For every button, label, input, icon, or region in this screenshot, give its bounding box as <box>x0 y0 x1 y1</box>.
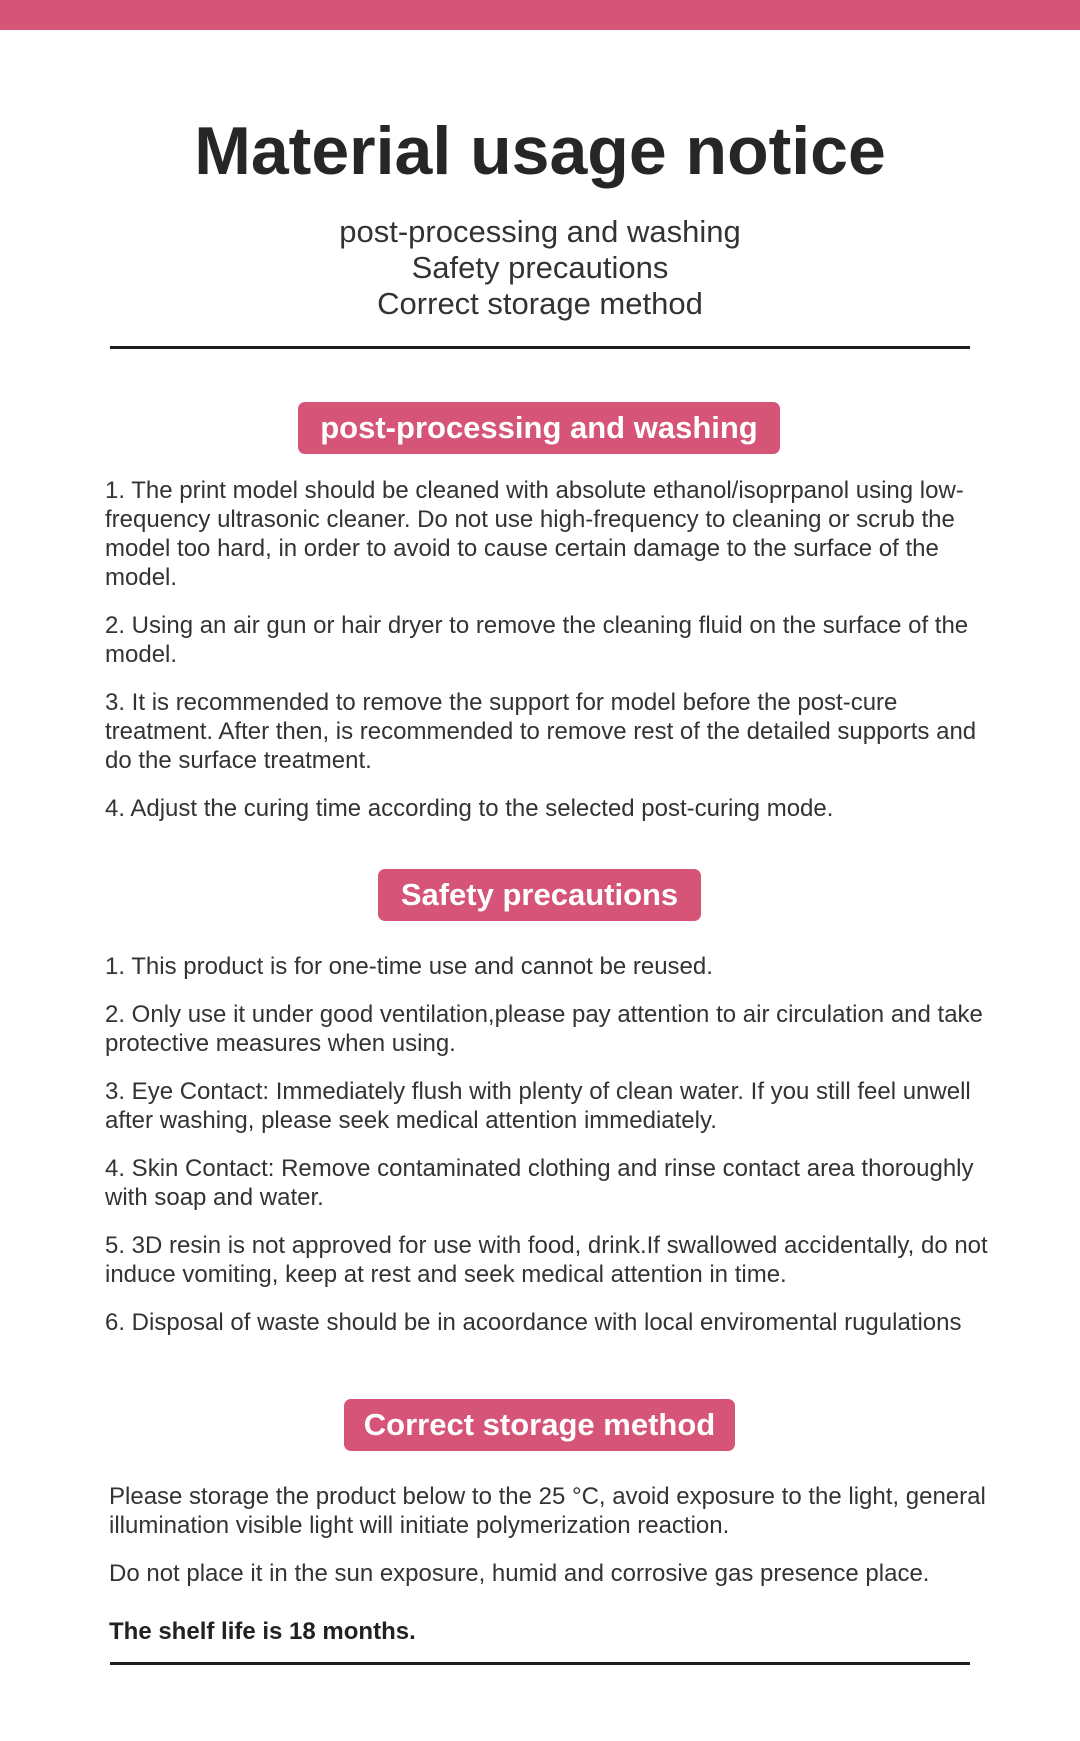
post-processing-item: 3. It is recommended to remove the support for model before the post-cure treatment. After then, is recommended to remove rest of the detailed supports and do the surface treatment. <box>105 689 977 774</box>
safety-item: 2. Only use it under good ventilation,please pay attention to air circulation and take protective measures when using. <box>105 1001 983 1057</box>
top-accent-bar <box>0 0 1080 30</box>
post-processing-item: 1. The print model should be cleaned with absolute ethanol/isoprpanol using low-frequency ultrasonic cleaner. Do not use high-frequency to cleaning or scrub the model too hard, in order to avoid to cause certain damage to the surface of the model. <box>105 477 964 591</box>
subtitle-list <box>0 214 1080 322</box>
safety-item: 4. Skin Contact: Remove contaminated clothing and rinse contact area thoroughly with soap and water. <box>105 1155 974 1211</box>
storage-item: Please storage the product below to the 25 °C, avoid exposure to the light, general illumination visible light will initiate polymerization reaction. <box>109 1483 986 1539</box>
post-processing-item: 2. Using an air gun or hair dryer to remove the cleaning fluid on the surface of the model. <box>105 612 969 668</box>
storage-item: Do not place it in the sun exposure, humid and corrosive gas presence place. <box>109 1560 930 1587</box>
safety-item: 3. Eye Contact: Immediately flush with plenty of clean water. If you still feel unwell after washing, please seek medical attention immediately. <box>105 1078 971 1134</box>
page-title: Material usage notice <box>194 113 886 189</box>
safety-item: 1. This product is for one-time use and cannot be reused. <box>105 953 713 980</box>
header-divider <box>110 346 970 349</box>
shelf-life-note: The shelf life is 18 months. <box>109 1618 416 1645</box>
subtitle-storage: Correct storage method <box>377 286 703 321</box>
post-processing-list <box>105 476 1005 842</box>
post-processing-item: 4. Adjust the curing time according to the selected post-curing mode. <box>105 795 834 822</box>
safety-item: 5. 3D resin is not approved for use with food, drink.If swallowed accidentally, do not induce vomiting, keep at rest and seek medical attention in time. <box>105 1232 988 1288</box>
section-heading-safety: Safety precautions <box>378 869 701 921</box>
subtitle-post-processing: post-processing and washing <box>339 214 741 249</box>
safety-item: 6. Disposal of waste should be in acoordance with local enviromental rugulations <box>105 1309 962 1336</box>
subtitle-safety: Safety precautions <box>411 250 669 285</box>
footer-divider <box>110 1662 970 1665</box>
storage-list <box>109 1482 1009 1665</box>
safety-list <box>105 952 1005 1356</box>
section-heading-storage: Correct storage method <box>344 1399 735 1451</box>
section-heading-post-processing: post-processing and washing <box>298 402 780 454</box>
